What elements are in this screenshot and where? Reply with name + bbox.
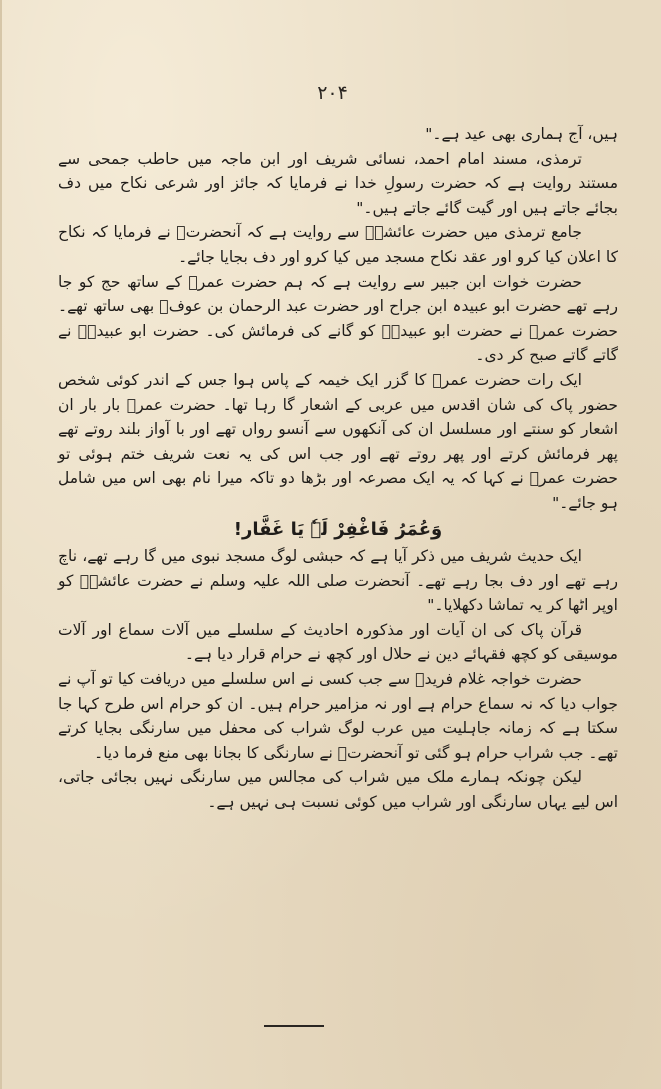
page-number: ۲۰۴ bbox=[317, 82, 348, 104]
paragraph: ترمذی، مسند امام احمد، نسائی شریف اور ابن ماجہ میں حاطب جمحی سے مستند روایت ہے کہ حضرت رسولِ خدا نے فرمایا کہ جائز اور شرعی نکاح میں دف بجائے جاتے ہیں اور گیت گائے جاتے ہیں۔" bbox=[58, 149, 618, 217]
paragraph: حضرت خواجہ غلام فریدؒ سے جب کسی نے اس سلسلے میں دریافت کیا تو آپ نے جواب دیا کہ نہ سماع حرام ہے اور نہ مزامیر حرام ہیں۔ ان کو حرام اس طرح کہا جا سکتا ہے کہ زمانہ جاہلیت میں عرب لوگ شراب کی محفل میں سارنگی بجایا کرتے تھے۔ جب شراب حرام ہو گئی تو آنحضرتؐ نے سارنگی کا بجانا بھی منع فرما دیا۔ bbox=[58, 670, 618, 762]
paragraph: جامع ترمذی میں حضرت عائشہؓ سے روایت ہے کہ آنحضرتؐ نے فرمایا کہ نکاح کا اعلان کیا کرو اور عقد نکاح مسجد میں کیا کرو اور دف بجایا جائے۔ bbox=[58, 223, 618, 266]
page-body-text bbox=[58, 122, 618, 815]
verse-line: وَعُمَرُ فَاغْفِرْ لَہٗ یَا غَفَّار! bbox=[233, 518, 443, 540]
paragraph: ایک حدیث شریف میں ذکر آیا ہے کہ حبشی لوگ مسجد نبوی میں گا رہے تھے، ناچ رہے تھے اور دف بجا رہے تھے۔ آنحضرت صلی اللہ علیہ وسلم نے حضرت عائشہؓ کو اوپر اٹھا کر یہ تماشا دکھلایا۔" bbox=[58, 547, 618, 615]
paragraph: حضرت خوات ابن جبیر سے روایت ہے کہ ہم حضرت عمرؓ کے ساتھ حج کو جا رہے تھے حضرت ابو عبیدہ ابن جراح اور حضرت عبد الرحمان بن عوفؓ بھی ساتھ تھے۔ حضرت عمرؓ نے حضرت ابو عبیدہؓ کو گانے کی فرمائش کی۔ حضرت ابو عبیدہؓ نے گاتے گاتے صبح کر دی۔ bbox=[58, 272, 618, 365]
paragraph: ایک رات حضرت عمرؓ کا گزر ایک خیمہ کے پاس ہوا جس کے اندر کوئی شخص حضور پاک کی شان اقدس میں عربی کے اشعار گا رہا تھا۔ حضرت عمرؓ بار بار ان اشعار کو سنتے اور مسلسل ان کی آنکھوں سے آنسو رواں تھے اور با آواز بلند روتے تھے پھر فرمائش کرتے اور پھر روتے تھے اور جب اس کی یہ نعت شریف ختم ہوئی تو حضرت عمرؓ نے کہا کہ یہ ایک مصرعہ اور بڑھا دو تاکہ میرا نام بھی اس میں شامل ہو جائے۔" bbox=[58, 370, 618, 512]
paragraph: ہیں، آج ہماری بھی عید ہے۔" bbox=[425, 125, 618, 143]
section-end-rule bbox=[264, 1025, 324, 1027]
paragraph: لیکن چونکہ ہمارے ملک میں شراب کی مجالس میں سارنگی نہیں بجائی جاتی، اس لیے یہاں سارنگی اور شراب میں کوئی نسبت ہی نہیں ہے۔ bbox=[58, 768, 618, 812]
paragraph: قرآن پاک کی ان آیات اور مذکورہ احادیث کے سلسلے میں آلات سماع اور آلات موسیقی کو کچھ فقہائے دین نے حلال اور کچھ نے حرام قرار دیا ہے۔ bbox=[58, 620, 618, 664]
